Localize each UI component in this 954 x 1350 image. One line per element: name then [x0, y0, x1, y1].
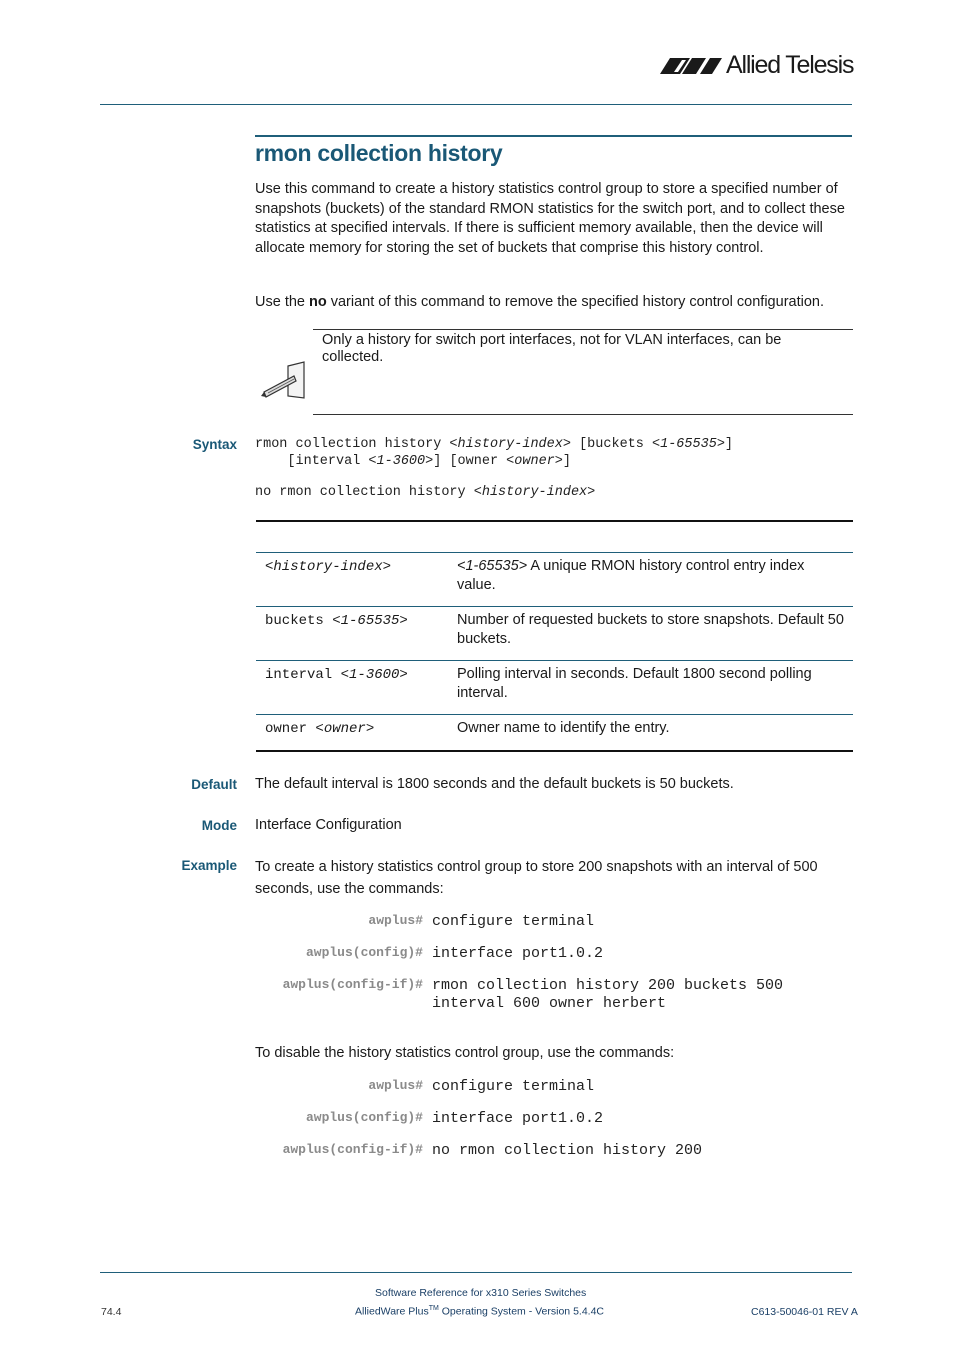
syntax-line-3: no rmon collection history <history-index>	[255, 485, 596, 500]
cli-command: interface port1.0.2	[432, 945, 604, 962]
syntax-line-1: rmon collection history <history-index> [buckets <1-65535>]	[255, 437, 734, 452]
cli-prompt: awplus(config)#	[305, 945, 423, 960]
table-row	[256, 607, 853, 661]
logo-mark-icon	[660, 50, 724, 80]
param-name: owner <owner>	[256, 715, 448, 752]
parameter-table	[256, 552, 853, 752]
cli-prompt: awplus(config-if)#	[282, 1142, 423, 1157]
syntax-label: Syntax	[192, 437, 237, 452]
document-id: C613-50046-01 REV A	[751, 1306, 858, 1318]
syntax-table-top-rule	[256, 520, 853, 522]
cli-prompt: awplus#	[368, 1078, 423, 1093]
command-description: Use this command to create a history statistics control group to store a specified number of snapshots (buckets) of the standard RMON statistics for the switch port, and to collect these statistics at specified intervals. If there is sufficient memory available, then the device will allocate memory for storing the set of buckets that comprise this history control.	[255, 181, 845, 256]
header-rule	[100, 104, 852, 105]
page-title: rmon collection history	[255, 140, 503, 166]
cli-command: rmon collection history 200 buckets 500 interval 600 owner herbert	[432, 977, 784, 1012]
table-row	[256, 715, 853, 752]
mode-label: Mode	[201, 818, 237, 833]
no-variant-text: Use the no variant of this command to remove the specified history control configuration.	[255, 294, 824, 310]
page-number: 74.4	[101, 1306, 122, 1318]
cli-prompt: awplus(config-if)#	[282, 977, 423, 992]
cli-command: configure terminal	[432, 913, 595, 930]
title-rule	[255, 135, 852, 137]
example-intro-2: To disable the history statistics control group, use the commands:	[255, 1045, 675, 1061]
param-description: <1-65535> A unique RMON history control entry index value.	[448, 553, 853, 607]
example-label: Example	[181, 858, 237, 873]
default-text: The default interval is 1800 seconds and the default buckets is 50 buckets.	[255, 776, 734, 792]
cli-prompt: awplus#	[368, 913, 423, 928]
param-name: <history-index>	[256, 553, 448, 607]
note-bottom-rule	[313, 414, 853, 415]
default-label: Default	[191, 777, 237, 792]
param-name: interval <1-3600>	[256, 661, 448, 715]
footer-version: AlliedWare Plus™ Operating System - Version 5.4.4C	[355, 1305, 605, 1318]
example-intro: To create a history statistics control group to store 200 snapshots with an interval of 500 seconds, use the commands:	[255, 859, 818, 897]
mode-text: Interface Configuration	[255, 817, 402, 833]
note-text: Only a history for switch port interfaces, not for VLAN interfaces, can be collected.	[322, 332, 782, 365]
cli-command: configure terminal	[432, 1078, 595, 1095]
allied-telesis-logo	[660, 50, 855, 80]
table-row	[256, 553, 853, 607]
param-description: Owner name to identify the entry.	[448, 715, 853, 752]
note-pen-icon	[260, 358, 310, 408]
cli-command: interface port1.0.2	[432, 1110, 604, 1127]
syntax-line-2: [interval <1-3600>] [owner <owner>]	[255, 454, 571, 469]
param-description: Number of requested buckets to store snapshots. Default 50 buckets.	[448, 607, 853, 661]
footer-rule	[100, 1272, 852, 1273]
logo-text: Allied Telesis	[726, 51, 854, 79]
table-row	[256, 661, 853, 715]
param-description: Polling interval in seconds. Default 1800 second polling interval.	[448, 661, 853, 715]
footer-title: Software Reference for x310 Series Switches	[375, 1287, 587, 1299]
note-top-rule	[313, 329, 853, 330]
param-name: buckets <1-65535>	[256, 607, 448, 661]
cli-command: no rmon collection history 200	[432, 1142, 703, 1159]
cli-prompt: awplus(config)#	[305, 1110, 423, 1125]
